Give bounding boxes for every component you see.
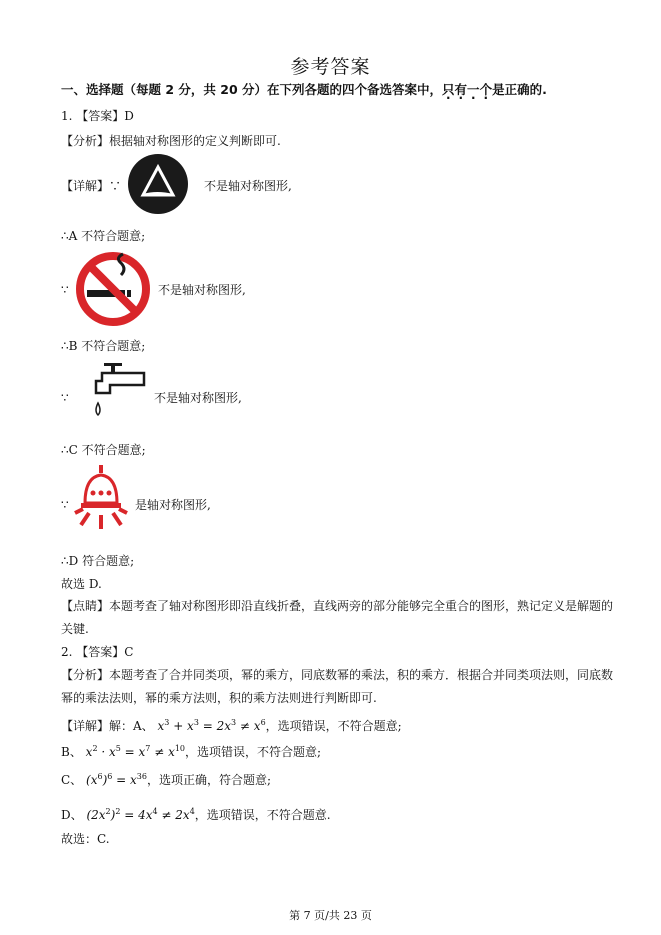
q1-c-note: 不是轴对称图形,: [154, 391, 242, 405]
q1-choose: 故选 D.: [61, 577, 102, 591]
q1-a-note: 不是轴对称图形,: [204, 179, 292, 193]
q1-analysis: 【分析】根据轴对称图形的定义判断即可.: [61, 134, 281, 148]
q1-detail-prefix: 【详解】∵: [61, 179, 122, 193]
q2-answer: 2. 【答案】C: [61, 645, 134, 659]
q1-a-conclusion: ∴A 不符合题意;: [61, 229, 146, 243]
q2-option-a-formula: $x^3 + x^3 = 2x^3 \ne x^6$: [157, 718, 266, 733]
page-title: 参考答案: [290, 56, 371, 78]
q2-option-b-formula: $x^2 \cdot x^5 = x^7 \ne x^{10}$: [85, 744, 186, 759]
q1-c-because: ∵: [61, 391, 69, 405]
ceiling-lamp-icon: [73, 463, 129, 537]
q2-analysis-line1: 【分析】本题考查了合并同类项，幂的乘方，同底数幂的乘法，积的乘方．根据合并同类项法则，同底数: [61, 668, 614, 682]
q1-d-conclusion: ∴D 符合题意;: [61, 554, 135, 568]
q1-b-note: 不是轴对称图形,: [158, 283, 246, 297]
q1-c-conclusion: ∴C 不符合题意;: [61, 443, 146, 457]
q2-option-b: B、 $x^2 \cdot x^5 = x^7 \ne x^{10}$，选项错误，不符合题意;: [61, 744, 322, 759]
q1-answer: 1. 【答案】D: [61, 109, 134, 123]
q2-choose: 故选：C.: [61, 832, 110, 846]
q2-option-c-formula: $(x^6)^6 = x^{36}$: [86, 772, 147, 787]
section-heading: 一、选择题（每题 2 分，共 20 分）在下列各题的四个备选答案中，只有一个是正确的.: [61, 82, 547, 97]
no-smoking-icon: [75, 251, 151, 327]
q2-option-d: D、 $(2x^2)^2 = 4x^4 \ne 2x^4$，选项错误，不符合题意.: [61, 807, 331, 822]
page-footer: 第 7 页/共 23 页: [289, 909, 372, 922]
q1-comment-line2: 关键.: [61, 622, 89, 636]
q1-comment-line1: 【点睛】本题考查了轴对称图形即沿直线折叠，直线两旁的部分能够完全重合的图形，熟记定义是解题的: [61, 599, 614, 613]
q2-analysis-line2: 幂的乘法法则，幂的乘方法则，积的乘方法则进行判断即可.: [61, 691, 377, 705]
faucet-icon: [88, 361, 146, 429]
q2-option-a: 【详解】解：A、 $x^3 + x^3 = 2x^3 \ne x^6$，选项错误，不符合题意;: [61, 718, 402, 733]
q1-b-because: ∵: [61, 283, 69, 297]
q1-b-conclusion: ∴B 不符合题意;: [61, 339, 146, 353]
q2-option-d-formula: $(2x^2)^2 = 4x^4 \ne 2x^4$: [86, 807, 195, 822]
triangle-logo-icon: [127, 153, 189, 215]
q2-option-c: C、 $(x^6)^6 = x^{36}$，选项正确，符合题意;: [61, 772, 272, 787]
q1-d-note: 是轴对称图形,: [135, 498, 211, 512]
q1-d-because: ∵: [61, 498, 69, 512]
